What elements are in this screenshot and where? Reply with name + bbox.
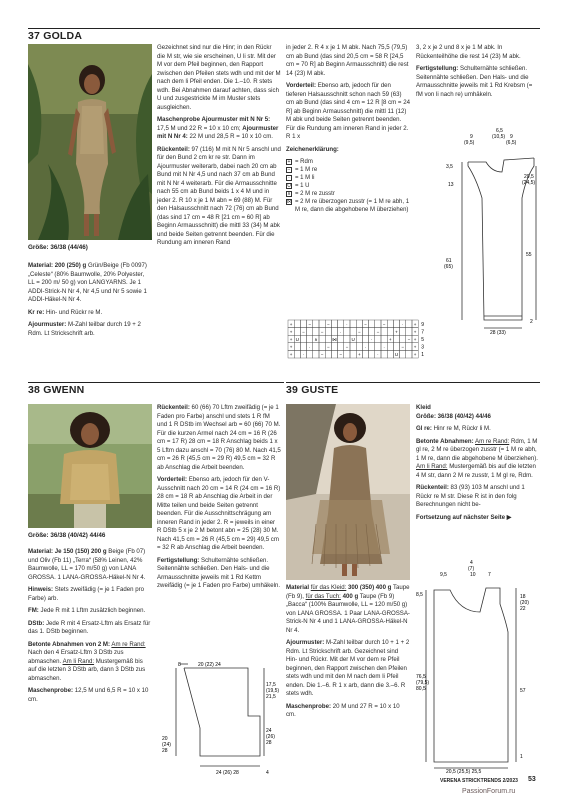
section-title-golda: 37 GOLDA — [28, 30, 83, 42]
dim-label: (26) — [266, 734, 275, 740]
chart-cell — [344, 350, 350, 358]
paragraph: Vorderteil: Ebenso arb, jedoch für den tieferen Halsausschnitt schon nach 59 (63) cm ab Bund (das sind 4 cm = 12 R [8 cm = 24 R] ab Beginn Armausschnitt) die mittl 11 (12) M abk und beide Seiten getrennt beenden. Für die Rundung am inneren Rand in jeder 2. R 1 x — [286, 82, 410, 140]
chart-cell — [356, 320, 362, 328]
paragraph: Rückenteil: 60 (66) 70 Lftm zweifädig (= je 1 Faden pro Farbe) anschl und stets 1 R fM und 1 R DStb im Wechsel arb = 60 (66) 70 M. Für die kurzen Armel nach 24 cm = 16 R (26 cm = 17 R) 28 cm = 18 R Anschlag beids 1 x 5 Lftm dazu anschl = 70 (76) 80 M. Nach 41,5 cm = 26 R (45,5 cm = 29 R) 49,5 cm = 32 R ab Anschlag die Arbeit beenden. — [157, 404, 281, 471]
chart-cell — [393, 335, 399, 343]
schematic-guste — [416, 552, 540, 774]
chart-cell — [294, 320, 300, 328]
chart-cell — [356, 343, 362, 351]
paragraph: in jeder 2. R 4 x je 1 M abk. Nach 75,5 (79,5) cm ab Bund (das sind 20,5 cm = 58 R [24,5 cm = 70 R] ab Beginn Armausschnitt) die rest 14 (23) M abk. — [286, 44, 409, 77]
chart-symbol: + — [388, 337, 392, 342]
chart-symbol: + — [357, 352, 361, 358]
paragraph: DStb: Jede R mit 4 Ersatz-Lftm als Ersatz für das 1. DStb beginnen. — [28, 619, 151, 635]
legend-symbol-icon: · — [286, 175, 292, 181]
watermark: PassionForum.ru — [462, 788, 516, 795]
size-guste: Größe: 36/38 (40/42) 44/46 — [416, 412, 491, 420]
chart-symbol: − — [320, 352, 324, 358]
dim-label: (9,5) — [464, 140, 475, 146]
dim-label: (65) — [444, 264, 453, 270]
chart-cell — [369, 343, 375, 351]
dim-label: 57 — [520, 688, 526, 694]
legend-symbol-icon: ⋈ — [287, 199, 292, 205]
dim-label: (24) — [162, 742, 171, 748]
chart-cell — [400, 328, 406, 336]
chart-symbol: − — [326, 344, 330, 350]
legend-item — [286, 166, 410, 174]
chart-symbol: − — [401, 344, 405, 350]
legend-text: = 1 M li — [295, 175, 315, 181]
chart-cell — [313, 320, 319, 328]
paragraph: Gezeichnet sind nur die Hinr; in den Rückr die M str, wie sie erscheinen, U li str. Mit der M vor dem Pfeil beginnen, den Rapport zwischen den Pfeilen stets wdh und mit der M nach dem li Pfeil enden. Die 1.–10. R stets wdh. Bei Abnahmen darauf achten, dass sich U und zusgestrickte M im Muster stets ausgleichen. — [157, 44, 281, 111]
paragraph: Betonte Abnahmen von 2 M: Am re Rand: Nach den 4 Ersatz-Lftm 3 DStb zus abmaschen. Am li Rand: Mustergemäß bis auf die letzten 3 DStb arb, dann 3 DStb zus abmaschen. — [28, 640, 146, 682]
chart-cell — [406, 350, 412, 358]
chart-cell — [300, 335, 306, 343]
chart-cell — [362, 335, 368, 343]
chart-symbol: · — [346, 321, 348, 327]
chart-cell — [387, 343, 393, 351]
section-title-guste: 39 GUSTE — [286, 384, 339, 396]
chart-symbol: + — [289, 321, 293, 327]
chart-symbol: − — [339, 352, 343, 358]
chart-symbol: − — [320, 329, 324, 335]
dim-label: 24 (26) 28 — [216, 770, 239, 776]
paragraph: Maschenprobe Ajourmuster mit N Nr 5: 17,5 M und 22 R = 10 x 10 cm; Ajourmuster mit N Nr 4: 22 M und 28,5 R = 10 x 10 cm. — [157, 116, 279, 140]
dim-label: 20 — [162, 736, 168, 742]
dim-label: 55 — [526, 252, 532, 258]
chart-symbol: + — [413, 321, 417, 327]
chart-cell — [369, 350, 375, 358]
chart-row-label: 3 — [421, 344, 424, 351]
legend-list — [286, 158, 410, 214]
chart-symbol: + — [413, 352, 417, 358]
dim-label: 3,5 — [446, 164, 453, 170]
paragraph: Material: 200 (250) g Grün/Beige (Fb 0097) „Celeste“ (80% Baumwolle, 20% Polyester, LL = 200 m/ 50 g) von LANGYARNS. Je 1 ADDI-Strick-N Nr 4, Nr 4,5 und Nr 5 sowie 1 ADDI-Häkel-N Nr 4. — [28, 262, 147, 303]
dim-label: 61 — [446, 258, 452, 264]
chart-cell — [369, 320, 375, 328]
dim-label: 6,5 — [496, 128, 503, 134]
text-column-guste-1 — [286, 584, 410, 724]
chart-cell — [375, 335, 381, 343]
chart-cell — [381, 328, 387, 336]
chart-cell — [331, 343, 337, 351]
chart-row-label: 1 — [421, 352, 424, 359]
legend-text: = 1 U — [295, 183, 310, 189]
paragraph: Kr re: Hin- und Rückr re M. — [28, 308, 103, 316]
chart-symbol: + — [413, 337, 417, 342]
chart-cell — [406, 328, 412, 336]
chart-cell — [400, 350, 406, 358]
chart-symbol: · — [339, 329, 342, 335]
legend-text: = 1 M re — [295, 167, 318, 173]
chart-row-label: 5 — [421, 337, 424, 343]
paragraph: Betonte Abnahmen: Am re Rand: Rdm, 1 M gl re, 2 M re überzogen zusstr (= 1 M re abh, 1 M re, dann die abgehobene M überziehen). Am li Rand: Mustergemäß bis auf die letzten 4 M str, dann 2 M re zusstr, 1 M gl re, Rdm. — [416, 437, 538, 479]
chart-symbol: + — [289, 352, 293, 358]
chart-cell — [393, 343, 399, 351]
garment-title: Kleid — [416, 404, 431, 411]
chart-symbol: − — [326, 321, 330, 327]
legend-symbol-icon: U — [287, 183, 291, 189]
paragraph: Rückenteil: 97 (116) M mit N Nr 5 anschl und für den Bund 2 cm kr re str. Dann im Ajourmuster weiterarb, dabei nach 20 cm ab Bund mit N Nr 4,5 und nach 37 cm ab Bund mit N Nr 4 weiterarb. Für die Armausschnitte nach 55 cm ab Bund beids 1 x 4 M und in jeder 2. R 10 x je 1 M abn = 69 (88) M. Für den Halsausschnitt nach 72 (76) cm ab Bund (das sind 17 cm = 48 R [21 cm = 60 R] ab Beginn Armausschnitt) die mittl 33 (34) M abk und beide Seiten getrennt beenden. Für die Rundung am inneren Rand — [157, 145, 281, 246]
chart-row-label: 9 — [421, 321, 424, 328]
chart-symbol: + — [289, 337, 293, 342]
chart-cell — [313, 328, 319, 336]
legend-symbol-icon: ∧ — [287, 191, 291, 197]
chart-symbol: + — [413, 344, 417, 350]
text-column-golda-1 — [28, 262, 152, 342]
chart-cell — [362, 328, 368, 336]
dim-label: 76,5 — [416, 674, 426, 680]
paragraph: Hinweis: Stets zweifädig (= je 1 Faden pro Farbe) arb. — [28, 586, 145, 602]
chart-cell — [350, 328, 356, 336]
chart-cell — [338, 320, 344, 328]
paragraph: Fertigstellung: Schulternähte schließen. Seitennähte schließen. Den Hals- und die Armausschnitte jeweils mit 1 Rd Kettm zweifädig (= je 1 Faden pro Farbe) umhäkeln. — [157, 556, 281, 589]
paragraph: Ajourmuster: M-Zahl teilbar durch 10 + 1 + 2 Rdm. Lt Strickschrift arb. Gezeichnet sind Hin- und Rückr. Mit der M vor dem re Pfeil beginnen, den Rapport zwischen den Pfeilen stets wdh und mit den M nach dem li Pfeil enden. Die 1.–6. R 1 x arb, dann die 3.–6. R stets wdh. — [286, 639, 410, 697]
dim-label: 7 — [488, 572, 491, 578]
dim-label: (79,5) — [416, 680, 430, 686]
dim-label: (10,5) — [492, 134, 506, 140]
dim-label: 21,5 — [266, 694, 276, 700]
schematic-golda — [426, 120, 542, 335]
dim-label: 9 — [510, 134, 513, 140]
legend-title: Zeichenerklärung: — [286, 145, 339, 153]
dim-label: 28 — [266, 740, 272, 746]
dim-label: (7) — [468, 566, 475, 572]
dim-label: 17,5 — [266, 682, 276, 688]
chart-cell — [319, 335, 325, 343]
chart-cell — [375, 343, 381, 351]
legend-symbol-icon: + — [287, 159, 291, 165]
dim-label: 8 — [178, 662, 181, 668]
chart-cell — [294, 328, 300, 336]
paragraph: Maschenprobe: 12,5 M und 6,5 R = 10 x 10 cm. — [28, 687, 149, 703]
dim-label: (19,5) — [266, 688, 280, 694]
dim-label: 20 (22) 24 — [198, 662, 221, 668]
chart-cell — [307, 350, 313, 358]
legend-text: = 2 M re zusstr — [295, 191, 335, 197]
schematic-gwenn — [160, 658, 284, 776]
chart-cell — [393, 320, 399, 328]
dim-label: 28 — [162, 748, 168, 754]
dim-label: (20) — [520, 600, 529, 606]
paragraph: Fertigstellung: Schulternähte schließen. Seitennähte schließen. Den Hals- und die Armausschnitte jeweils mit 1 Rd Krebsm (= fM von li nach re) umhäkeln. — [416, 65, 533, 98]
paragraph: Rückenteil: 83 (93) 103 M anschl und 1 Rückr re M str. Diese R ist in den folg Berechnungen nicht be- — [416, 484, 525, 508]
chart-symbol: − — [345, 344, 349, 350]
chart-symbol: U — [394, 352, 399, 358]
chart-row-label: 7 — [421, 329, 424, 336]
dim-label: 2 — [530, 319, 533, 325]
paragraph: Vorderteil: Ebenso arb, jedoch für den V-Ausschnitt nach 20 cm = 14 R (24 cm = 16 R) 28 cm = 18 R ab Anschlag die Arbeit in der Mitte teilen und beide Seiten getrennt beenden. Für die Ausschnittschrägung am inneren Rand in jeder 2. R = jeweils in einer R DStb 5 x je 2 M betont abn = 25 (28) 30 M. Nach 41,5 cm = 26 R (45,5 cm = 29) 49,5 cm = 32 R ab Anschlag die Arbeit beenden. — [157, 476, 281, 551]
chart-cell — [307, 335, 313, 343]
legend-text: = Rdm — [295, 159, 313, 165]
chart-symbol: − — [376, 329, 380, 335]
chart-symbol: · — [370, 337, 373, 342]
chart-cell — [406, 343, 412, 351]
chart-symbol: − — [382, 321, 386, 327]
dim-label: 4 — [266, 770, 269, 776]
chart-cell — [400, 335, 406, 343]
chart-symbol: − — [357, 329, 361, 335]
chart-symbol: · — [401, 321, 404, 327]
chart-symbol: − — [308, 321, 312, 327]
legend-text: = 2 M re überzogen zusstr (= 1 M re abh, 1 M re, dann die abgehobene M überziehen) — [295, 199, 410, 213]
chart-symbol: U — [351, 337, 355, 342]
section-rule-golda — [28, 28, 540, 29]
chart-cell — [387, 328, 393, 336]
photo-gwenn — [28, 404, 152, 528]
chart-cell — [350, 320, 356, 328]
chart-cell — [387, 320, 393, 328]
paragraph: Material: Je 150 (150) 200 g Beige (Fb 07) und Oliv (Fb 11) „Terra“ (58% Leinen, 42% Baumwolle, LL = 170 m/50 g) von LANA GROSSA. 1 LANA-GROSSA-Häkel-N Nr 4. — [28, 548, 146, 581]
text-column-gwenn-2 — [157, 404, 281, 595]
chart-symbol: U — [295, 337, 299, 342]
paragraph: Ajourmuster: M-Zahl teilbar durch 19 + 2 Rdm. Lt Strickschrift arb. — [28, 321, 141, 337]
dim-label: 18 — [520, 594, 526, 600]
chart-symbol: + — [289, 344, 293, 350]
chart-cell — [375, 320, 381, 328]
chart-cell — [325, 335, 331, 343]
chart-cell — [325, 350, 331, 358]
chart-cell — [344, 335, 350, 343]
dim-label: 20,5 (25,5) 25,5 — [446, 769, 482, 774]
chart-cell — [331, 320, 337, 328]
dim-label: 13 — [448, 182, 454, 188]
chart-symbol: · — [364, 344, 367, 350]
chart-cell — [300, 320, 306, 328]
legend-item — [286, 198, 410, 214]
dim-label: (24,5) — [522, 180, 536, 186]
chart-cell — [294, 343, 300, 351]
chart-cell — [313, 350, 319, 358]
chart-cell — [381, 335, 387, 343]
dim-label: 9,5 — [440, 572, 447, 578]
chart-cell — [319, 320, 325, 328]
dim-label: 22 — [520, 606, 526, 612]
page-number: 53 — [528, 776, 536, 783]
dim-label: 9 — [470, 134, 473, 140]
dim-label: (6,5) — [506, 140, 517, 146]
chart-cell — [387, 350, 393, 358]
text-column-golda-4 — [416, 44, 540, 103]
dim-label: 1 — [520, 754, 523, 760]
continue-note[interactable]: Fortsetzung auf nächster Seite ▶ — [416, 513, 512, 521]
chart-symbol: − — [302, 329, 305, 335]
chart-cell — [307, 328, 313, 336]
chart-cell — [338, 343, 344, 351]
chart-symbol: · — [308, 344, 311, 350]
chart-symbol: · — [383, 344, 385, 350]
legend-item — [286, 158, 410, 166]
chart-symbol: · — [302, 352, 305, 358]
dim-label: 80,5 — [416, 686, 426, 692]
knitting-chart — [286, 318, 446, 362]
chart-symbol: ⋈ — [332, 337, 337, 342]
chart-cell — [331, 328, 337, 336]
chart-symbol: · — [377, 352, 379, 358]
legend-symbol-icon: − — [287, 167, 291, 173]
dim-label: 8,5 — [416, 592, 423, 598]
legend-item — [286, 190, 410, 198]
paragraph: Maschenprobe: 20 M und 27 R = 10 x 10 cm. — [286, 702, 400, 718]
chart-symbol: ∧ — [314, 337, 318, 342]
dim-label: 4 — [470, 560, 473, 566]
chart-symbol: − — [364, 321, 367, 327]
paragraph: Material für das Kleid: 300 (350) 400 g Taupe (Fb 9), für das Tuch: 400 g Taupe (Fb 9) „Bacca“ (100% Baumwolle, LL = 120 m/50 g) von LANA GROSSA. 1 Paar LANA-GROSSA-Strick-N Nr 4 und 1 LANA-GROSSA-Häkel-N Nr 4. — [286, 584, 410, 634]
chart-symbol: + — [413, 329, 417, 335]
chart-symbol: + — [289, 329, 293, 335]
section-rule-guste — [286, 382, 540, 383]
chart-cell — [356, 335, 362, 343]
chart-cell — [369, 328, 375, 336]
text-column-golda-2 — [157, 44, 281, 252]
section-rule-gwenn — [28, 382, 284, 383]
text-column-guste-2 — [416, 404, 540, 526]
section-title-gwenn: 38 GWENN — [28, 384, 85, 396]
chart-cell — [294, 350, 300, 358]
paragraph: FM: Jede R mit 1 Lftm zusätzlich beginnen. — [28, 607, 146, 614]
text-column-gwenn-1 — [28, 548, 152, 708]
chart-cell — [344, 328, 350, 336]
chart-cell — [406, 320, 412, 328]
legend-item — [286, 182, 410, 190]
dim-label: 10 — [470, 572, 476, 578]
chart-cell — [381, 350, 387, 358]
size-golda: Größe: 36/38 (44/46) — [28, 244, 88, 251]
chart-cell — [350, 350, 356, 358]
magazine-name: VERENA STRICKTRENDS 2/2023 — [440, 778, 518, 784]
chart-symbol: − — [407, 337, 411, 342]
chart-cell — [300, 343, 306, 351]
dim-label: 24 — [266, 728, 272, 734]
photo-guste — [286, 404, 410, 580]
chart-cell — [319, 343, 325, 351]
dim-label: 28 (33) — [490, 330, 506, 335]
paragraph: Gl re: Hinr re M, Rückr li M. — [416, 425, 491, 432]
chart-symbol: + — [395, 329, 398, 335]
photo-golda — [28, 44, 152, 240]
text-column-golda-3 — [286, 44, 410, 214]
chart-cell — [350, 343, 356, 351]
chart-cell — [313, 343, 319, 351]
chart-cell — [325, 328, 331, 336]
paragraph: 3, 2 x je 2 und 8 x je 1 M abk. In Rückenteilhöhe die rest 14 (23) M abk. — [416, 44, 521, 60]
chart-cell — [362, 350, 368, 358]
chart-cell — [331, 350, 337, 358]
dim-label: 20,5 — [524, 174, 534, 180]
size-gwenn: Größe: 36/38 (40/42) 44/46 — [28, 532, 106, 539]
chart-cell — [338, 335, 344, 343]
legend-item — [286, 174, 410, 182]
